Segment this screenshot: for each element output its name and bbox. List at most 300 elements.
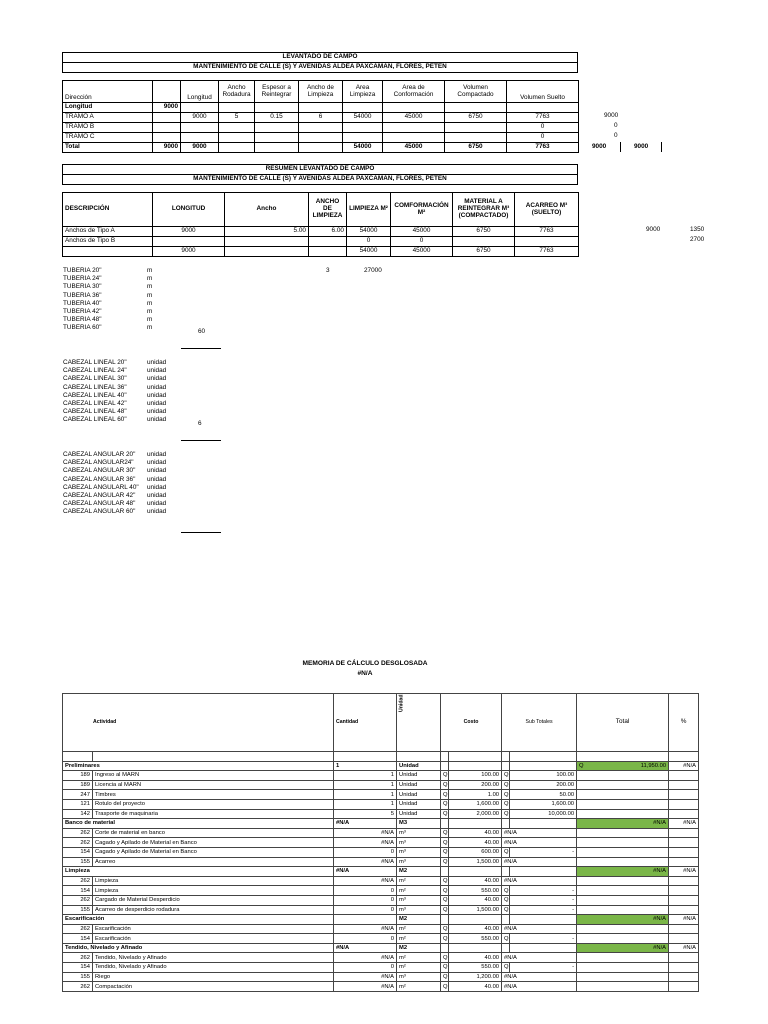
item-qty: #N/A — [334, 828, 397, 838]
tuberia-item-unit: m — [147, 267, 153, 274]
cabezal-lineal-item: CABEZAL LINEAL 48" — [63, 408, 127, 416]
item-cost: 550.00 — [449, 963, 502, 973]
item-code: 262 — [63, 982, 93, 992]
item-code: 262 — [63, 876, 93, 886]
item-name: Rotulo del proyecto — [93, 799, 334, 809]
header-volumen-suelto: Volumen Suelto — [507, 81, 579, 103]
item-qty: 0 — [334, 895, 397, 905]
item-currency: Q — [441, 895, 449, 905]
tuberia-item: TUBERIA 40" — [63, 299, 102, 307]
cabezal-angular-item-unit: unidad — [147, 475, 167, 483]
cabezal-angular-item-unit: unidad — [147, 459, 167, 467]
item-currency: Q — [441, 828, 449, 838]
item-code: 154 — [63, 934, 93, 944]
item-qty: #N/A — [334, 876, 397, 886]
item-qty: 1 — [334, 771, 397, 781]
item-subtotal: - — [510, 847, 577, 857]
table-row: TRAMO B 0 — [63, 123, 579, 133]
group-row — [63, 943, 699, 953]
item-sub-currency: #N/A — [502, 972, 577, 982]
item-code: 155 — [63, 972, 93, 982]
table-row — [63, 799, 699, 809]
extra-value: 2700 — [690, 236, 705, 243]
tuberia-item: TUBERIA 42" — [63, 308, 102, 315]
tuberia-item-unit: m — [147, 291, 153, 299]
header-acarreo: ACARREO M³ (SUELTO) — [515, 193, 579, 227]
resumen-subtitle: MANTENIMIENTO DE CALLE (S) Y AVENIDAS ALDEA PAXCAMAN, FLORES, PETEN — [63, 175, 578, 185]
item-subtotal: 1,600.00 — [510, 799, 577, 809]
tuberia-item: TUBERIA 24" — [63, 275, 102, 283]
item-unit: m² — [397, 886, 441, 896]
item-code: 262 — [63, 924, 93, 934]
item-qty: 0 — [334, 934, 397, 944]
item-currency: Q — [441, 847, 449, 857]
tuberia-item: TUBERIA 20" — [63, 267, 102, 274]
table-row — [63, 963, 699, 973]
cabezal-lineal-item: CABEZAL LINEAL 24" — [63, 367, 127, 375]
item-qty: #N/A — [334, 857, 397, 867]
table-row — [63, 780, 699, 790]
cabezal-lineal-item: CABEZAL LINEAL 40" — [63, 391, 127, 399]
item-qty: #N/A — [334, 953, 397, 963]
total-row: Total 9000 9000 54000 45000 6750 7763 — [63, 143, 579, 153]
extra-value: 0 — [614, 132, 618, 139]
item-unit: m³ — [397, 828, 441, 838]
group-name: Preliminares — [63, 761, 334, 771]
item-subtotal: - — [510, 895, 577, 905]
item-name: Tendido, Nivelado y Afinado — [93, 953, 334, 963]
group-unit: M2 — [397, 915, 441, 925]
item-unit: m³ — [397, 972, 441, 982]
item-qty: 1 — [334, 790, 397, 800]
item-cost: 550.00 — [449, 934, 502, 944]
levantado-title-table — [62, 52, 578, 73]
table-row — [63, 809, 699, 819]
tuberia-item: TUBERIA 36" — [63, 291, 102, 299]
group-unit: Unidad — [397, 761, 441, 771]
item-currency: Q — [441, 790, 449, 800]
group-unit: M3 — [397, 819, 441, 829]
group-row — [63, 819, 699, 829]
resumen-title-table — [62, 164, 578, 185]
item-sub-currency: Q — [502, 886, 510, 896]
header-area-conformacion: Area de Conformación — [383, 81, 445, 103]
group-unit: M2 — [397, 867, 441, 877]
item-code: 154 — [63, 963, 93, 973]
header-cantidad: Cantidad — [334, 694, 397, 752]
header-ancho-limpieza: ANCHO DE LIMPIEZA — [309, 193, 347, 227]
item-name: Tendido, Nivelado y Afinado — [93, 963, 334, 973]
longitud-label: Longitud — [63, 103, 153, 113]
item-sub-currency: Q — [502, 895, 510, 905]
header-descripcion: DESCRIPCIÓN — [63, 193, 153, 227]
group-total — [577, 819, 669, 829]
item-sub-currency: Q — [502, 847, 510, 857]
item-name: Limpieza — [93, 876, 334, 886]
item-cost: 1,500.00 — [449, 857, 502, 867]
header-costo: Costo — [441, 694, 502, 752]
item-qty: 0 — [334, 905, 397, 915]
cabezal-angular-item: CABEZAL ANGULARL 40" — [63, 483, 139, 491]
group-name: Banco de material — [63, 819, 334, 829]
group-name: Tendido, Nivelado y Afinado — [63, 943, 334, 953]
item-unit: m² — [397, 982, 441, 992]
item-currency: Q — [441, 809, 449, 819]
item-unit: m³ — [397, 905, 441, 915]
longitud-value: 9000 — [153, 103, 181, 113]
memoria-table — [62, 693, 699, 992]
item-unit: Unidad — [397, 799, 441, 809]
table-row: TRAMO A 9000 5 0.15 6 54000 45000 6750 7763 — [63, 113, 579, 123]
cabezal-lineal-item-unit: unidad — [147, 400, 167, 407]
divider — [661, 142, 662, 152]
item-qty: 1 — [334, 799, 397, 809]
item-currency: Q — [441, 934, 449, 944]
item-subtotal: 200.00 — [510, 780, 577, 790]
item-sub-currency: Q — [502, 963, 510, 973]
tuberia-item: TUBERIA 30" — [63, 283, 102, 291]
tuberia-extra-b: 27000 — [364, 267, 382, 274]
tuberia-item-unit: m — [147, 316, 153, 324]
levantado-table — [62, 80, 579, 153]
group-qty — [334, 915, 397, 925]
header-volumen-compactado: Volumen Compactado — [445, 81, 507, 103]
cabezal-angular-item: CABEZAL ANGULAR 20" — [63, 451, 136, 458]
extra-total: 9000 — [592, 143, 607, 150]
header-actividad: Actividad — [63, 694, 334, 752]
divider — [620, 142, 621, 152]
item-name: Limpieza — [93, 886, 334, 896]
table-row: Anchos de Tipo B 0 0 — [63, 237, 579, 247]
cabezal-lineal-item-unit: unidad — [147, 359, 167, 366]
item-name: Compactación — [93, 982, 334, 992]
table-row — [63, 886, 699, 896]
item-sub-currency: Q — [502, 790, 510, 800]
item-name: Escarificación — [93, 934, 334, 944]
item-unit: m² — [397, 953, 441, 963]
cabezal-angular-item: CABEZAL ANGULAR 60" — [63, 508, 136, 516]
item-name: Cagado y Apilado de Material en Banco — [93, 847, 334, 857]
item-cost: 550.00 — [449, 886, 502, 896]
tuberia-item-unit: m — [147, 275, 153, 283]
header-conformacion: COMFORMACIÓN M² — [391, 193, 453, 227]
table-row — [63, 934, 699, 944]
item-cost: 40.00 — [449, 982, 502, 992]
group-pct: #N/A — [669, 761, 699, 771]
item-currency: Q — [441, 982, 449, 992]
item-subtotal: - — [510, 934, 577, 944]
item-currency: Q — [441, 838, 449, 848]
item-sub-currency: #N/A — [502, 953, 577, 963]
item-currency: Q — [441, 857, 449, 867]
cabezal-angular-item-unit: unidad — [147, 492, 167, 499]
header-espesor: Espesor a Reintegrar — [255, 81, 299, 103]
currency-symbol: Q — [579, 762, 584, 769]
resumen-table — [62, 192, 579, 257]
underline — [181, 532, 221, 533]
extra-value: 0 — [614, 122, 618, 129]
group-qty: 1 — [334, 761, 397, 771]
item-sub-currency: Q — [502, 809, 510, 819]
item-cost: 40.00 — [449, 895, 502, 905]
cabezal-angular-item: CABEZAL ANGULAR 42" — [63, 492, 136, 499]
item-unit: Unidad — [397, 790, 441, 800]
item-sub-currency: Q — [502, 934, 510, 944]
item-unit: Unidad — [397, 771, 441, 781]
levantado-title: LEVANTADO DE CAMPO — [63, 53, 578, 63]
total-value: #N/A — [653, 916, 667, 923]
group-pct: #N/A — [669, 819, 699, 829]
item-name: Cargado de Material Desperdicio — [93, 895, 334, 905]
header-ancho: Ancho — [225, 193, 309, 227]
extra-value: 9000 — [646, 226, 661, 233]
group-total — [577, 761, 669, 771]
group-total — [577, 915, 669, 925]
table-row — [63, 953, 699, 963]
item-qty: 5 — [334, 809, 397, 819]
cabezal-lineal-item-unit: unidad — [147, 391, 167, 399]
underline — [181, 440, 221, 441]
item-qty: #N/A — [334, 838, 397, 848]
extra-value: 9000 — [604, 112, 619, 119]
tuberia-item-unit: m — [147, 299, 153, 307]
item-name: Escarificación — [93, 924, 334, 934]
table-row: TRAMO C 0 — [63, 133, 579, 143]
total-value: #N/A — [653, 820, 667, 827]
item-cost: 600.00 — [449, 847, 502, 857]
header-subtotales: Sub Totales — [502, 694, 577, 752]
header-unidad: Unidad — [397, 694, 441, 752]
header-area-limpieza: Area Limpieza — [343, 81, 383, 103]
header-pct: % — [669, 694, 699, 752]
item-name: Cagado y Apilado de Material en Banco — [93, 838, 334, 848]
table-row — [63, 982, 699, 992]
cabezal-lineal-item: CABEZAL LINEAL 20" — [63, 359, 127, 366]
group-row — [63, 761, 699, 771]
item-name: Timbres — [93, 790, 334, 800]
tuberia-item-unit: m — [147, 283, 153, 291]
item-sub-currency: Q — [502, 780, 510, 790]
item-subtotal: 50.00 — [510, 790, 577, 800]
table-row — [63, 895, 699, 905]
table-row — [63, 838, 699, 848]
item-currency: Q — [441, 972, 449, 982]
tuberia-item-unit: m — [147, 324, 153, 332]
item-unit: Unidad — [397, 780, 441, 790]
table-row — [63, 857, 699, 867]
total-value: #N/A — [653, 868, 667, 875]
group-pct: #N/A — [669, 943, 699, 953]
item-unit: m³ — [397, 838, 441, 848]
item-code: 262 — [63, 838, 93, 848]
item-cost: 1,600.00 — [449, 799, 502, 809]
item-cost: 40.00 — [449, 828, 502, 838]
item-subtotal: - — [510, 963, 577, 973]
cabezal-lineal-item-unit: unidad — [147, 367, 167, 375]
levantado-subtitle: MANTENIMIENTO DE CALLE (S) Y AVENIDAS ALDEA PAXCAMAN, FLORES, PETEN — [63, 63, 578, 73]
item-unit: Unidad — [397, 809, 441, 819]
table-row — [63, 771, 699, 781]
item-cost: 2,000.00 — [449, 809, 502, 819]
cabezal-angular-item: CABEZAL ANGULAR 48" — [63, 500, 136, 508]
table-row: Anchos de Tipo A 9000 5.00 6.00 54000 45000 6750 7763 — [63, 227, 579, 237]
item-sub-currency: #N/A — [502, 924, 577, 934]
item-sub-currency: #N/A — [502, 838, 577, 848]
table-row — [63, 847, 699, 857]
table-row — [63, 972, 699, 982]
cabezal-angular-item-unit: unidad — [147, 508, 167, 516]
cabezal-angular-item: CABEZAL ANGULAR 30" — [63, 467, 136, 475]
item-currency: Q — [441, 876, 449, 886]
item-name: Trasporte de maquinaria — [93, 809, 334, 819]
item-name: Acarreo de desperdicio rodadura — [93, 905, 334, 915]
item-unit: m² — [397, 876, 441, 886]
item-qty: #N/A — [334, 972, 397, 982]
group-unit: M2 — [397, 943, 441, 953]
item-code: 155 — [63, 905, 93, 915]
table-row — [63, 876, 699, 886]
header-limpieza: LIMPIEZA M² — [347, 193, 391, 227]
tuberia-item: TUBERIA 48" — [63, 316, 102, 324]
item-qty: 0 — [334, 963, 397, 973]
group-total — [577, 943, 669, 953]
item-code: 155 — [63, 857, 93, 867]
group-total — [577, 867, 669, 877]
header-longitud: Longitud — [181, 81, 219, 103]
group-name: Escarificación — [63, 915, 334, 925]
item-cost: 200.00 — [449, 780, 502, 790]
item-currency: Q — [441, 963, 449, 973]
item-sub-currency: #N/A — [502, 876, 577, 886]
cabezal-angular-item-unit: unidad — [147, 451, 167, 458]
item-sub-currency: Q — [502, 771, 510, 781]
group-pct: #N/A — [669, 915, 699, 925]
cabezal-angular-item: CABEZAL ANGULAR24" — [63, 459, 134, 467]
item-cost: 100.00 — [449, 771, 502, 781]
cabezal-lineal-item: CABEZAL LINEAL 36" — [63, 383, 127, 391]
cabezal-angular-item-unit: unidad — [147, 483, 167, 491]
cabezal-lineal-item: CABEZAL LINEAL 42" — [63, 400, 127, 407]
header-direccion: Dirección — [63, 81, 153, 103]
item-currency: Q — [441, 799, 449, 809]
header-ancho-rodadura: Ancho Rodadura — [219, 81, 255, 103]
total-value: 11,950.00 — [640, 762, 667, 769]
group-pct: #N/A — [669, 867, 699, 877]
cabezal-lineal-item-unit: unidad — [147, 375, 167, 383]
cabezal-lineal-item-unit: unidad — [147, 383, 167, 391]
item-cost: 40.00 — [449, 953, 502, 963]
item-name: Ingreso al MARN — [93, 771, 334, 781]
item-qty: 0 — [334, 847, 397, 857]
item-subtotal: - — [510, 886, 577, 896]
item-unit: m² — [397, 934, 441, 944]
item-code: 247 — [63, 790, 93, 800]
extra-total: 9000 — [634, 143, 649, 150]
table-row — [63, 828, 699, 838]
group-row — [63, 867, 699, 877]
item-cost: 40.00 — [449, 924, 502, 934]
group-qty: #N/A — [334, 867, 397, 877]
item-sub-currency: Q — [502, 905, 510, 915]
resumen-title: RESUMEN LEVANTADO DE CAMPO — [63, 165, 578, 175]
item-code: 189 — [63, 771, 93, 781]
item-cost: 40.00 — [449, 876, 502, 886]
group-qty: #N/A — [334, 819, 397, 829]
item-unit: m³ — [397, 895, 441, 905]
cabezal-angular-item-unit: unidad — [147, 500, 167, 508]
tuberia-item-unit: m — [147, 308, 153, 315]
table-row — [63, 924, 699, 934]
item-name: Corte de material en banco — [93, 828, 334, 838]
cabezal-angular-item: CABEZAL ANGULAR 36" — [63, 475, 136, 483]
item-unit: m³ — [397, 847, 441, 857]
item-code: 189 — [63, 780, 93, 790]
item-qty: 0 — [334, 886, 397, 896]
item-currency: Q — [441, 924, 449, 934]
table-row — [63, 905, 699, 915]
item-cost: 1,500.00 — [449, 905, 502, 915]
group-qty: #N/A — [334, 943, 397, 953]
cabezal-lineal-qty: 6 — [198, 420, 202, 427]
item-currency: Q — [441, 780, 449, 790]
item-qty: #N/A — [334, 924, 397, 934]
item-sub-currency: #N/A — [502, 828, 577, 838]
item-currency: Q — [441, 953, 449, 963]
cabezal-angular-item-unit: unidad — [147, 467, 167, 475]
item-sub-currency: Q — [502, 799, 510, 809]
cabezal-lineal-item: CABEZAL LINEAL 60" — [63, 416, 127, 424]
extra-value: 1350 — [690, 226, 705, 233]
tuberia-extra-a: 3 — [326, 267, 330, 274]
tuberia-qty: 60 — [198, 328, 206, 335]
cabezal-lineal-item: CABEZAL LINEAL 30" — [63, 375, 127, 383]
item-name: Licencia al MARN — [93, 780, 334, 790]
item-subtotal: 10,000.00 — [510, 809, 577, 819]
item-code: 262 — [63, 895, 93, 905]
header-ancho-limpieza: Ancho de Limpieza — [299, 81, 343, 103]
item-unit: m² — [397, 924, 441, 934]
item-currency: Q — [441, 905, 449, 915]
item-cost: 1.00 — [449, 790, 502, 800]
item-code: 142 — [63, 809, 93, 819]
item-sub-currency: #N/A — [502, 982, 577, 992]
group-row — [63, 915, 699, 925]
item-name: Acarreo — [93, 857, 334, 867]
item-code: 262 — [63, 953, 93, 963]
item-cost: 40.00 — [449, 838, 502, 848]
item-qty: 1 — [334, 780, 397, 790]
cabezal-lineal-item-unit: unidad — [147, 416, 167, 424]
header-material: MATERIAL A REINTEGRAR M³ (COMPACTADO) — [453, 193, 515, 227]
item-unit: m² — [397, 963, 441, 973]
item-cost: 1,200.00 — [449, 972, 502, 982]
item-unit: m³ — [397, 857, 441, 867]
header-total: Total — [577, 694, 669, 752]
item-code: 154 — [63, 847, 93, 857]
memoria-subtitle: #N/A — [357, 670, 373, 677]
memoria-title: MEMORIA DE CÁLCULO DESGLOSADA — [302, 660, 428, 667]
item-name: Riego — [93, 972, 334, 982]
item-subtotal: - — [510, 905, 577, 915]
total-value: #N/A — [653, 945, 667, 952]
header-longitud: LONGITUD — [153, 193, 225, 227]
item-sub-currency: #N/A — [502, 857, 577, 867]
table-row: 9000 54000 45000 6750 7763 — [63, 247, 579, 257]
table-row — [63, 790, 699, 800]
item-currency: Q — [441, 886, 449, 896]
item-currency: Q — [441, 771, 449, 781]
item-subtotal: 100.00 — [510, 771, 577, 781]
